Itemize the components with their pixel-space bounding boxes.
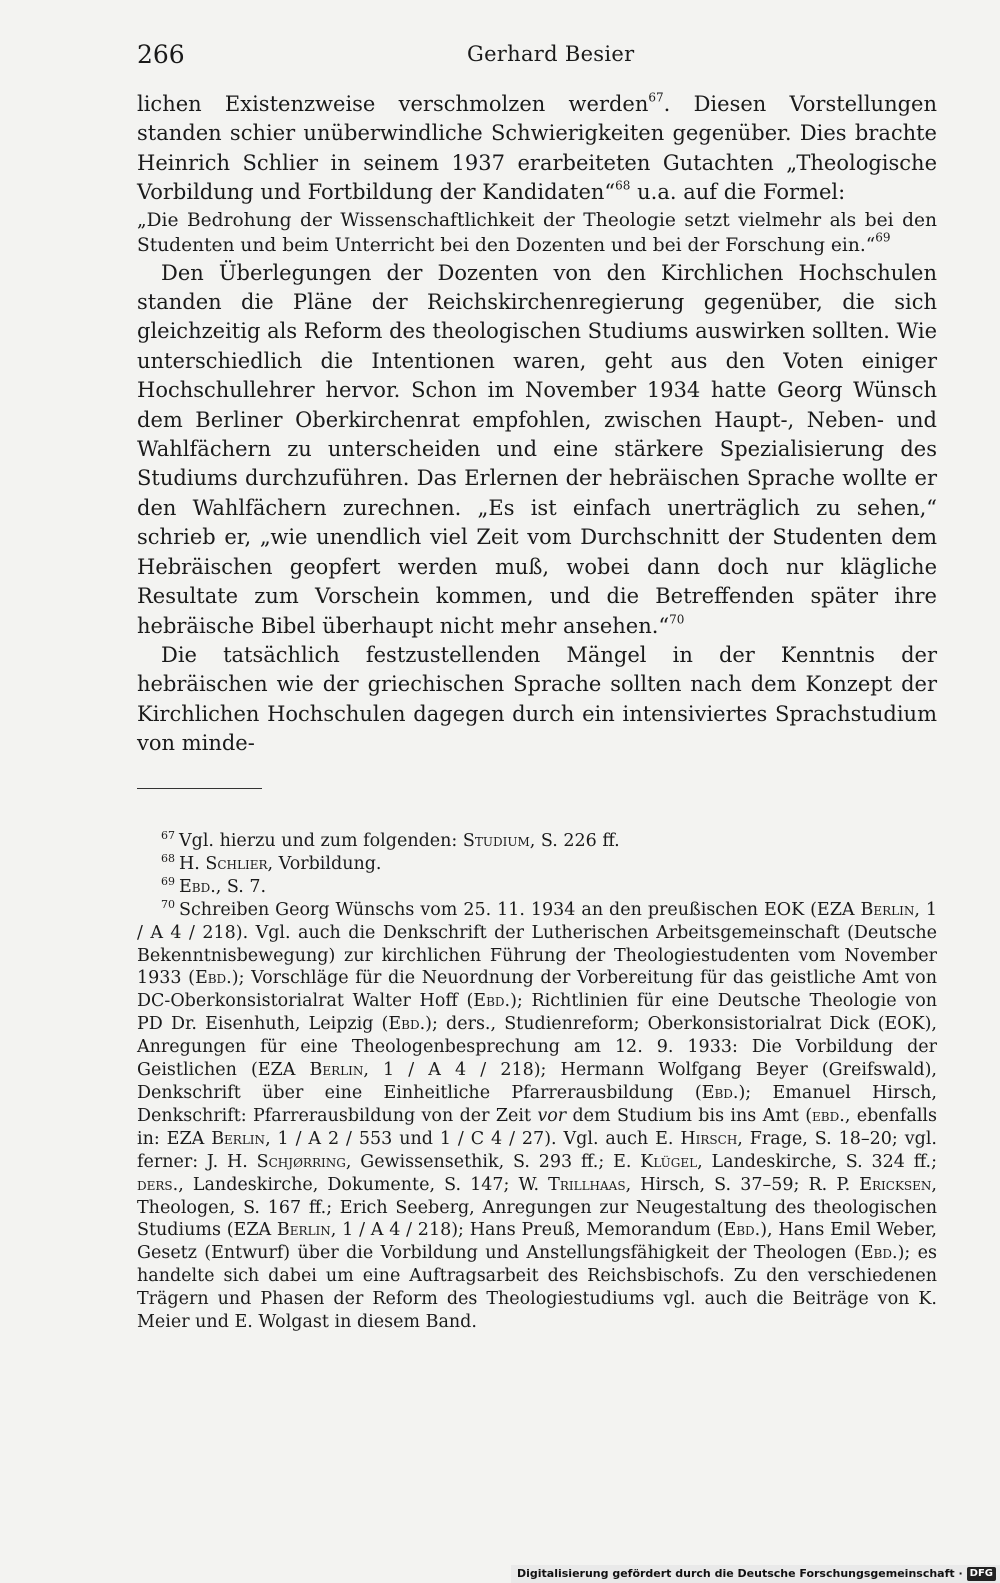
small-caps-ref: Berlin [309, 1060, 364, 1081]
small-caps-ref: Studium [462, 831, 530, 851]
small-caps-ref: Hirsch [680, 1128, 738, 1149]
small-caps-ref: ebd. [812, 1105, 845, 1126]
footnote-number: 70 [161, 898, 175, 912]
text-run: Den Überlegungen der Dozenten von den Kirchlichen Hochschulen standen die Pläne der Reichskirchenregierung gegenüber, die sich gleichzeitig als Reform des theologischen Studiums auswirken sollten. Wie unterschiedlich die Intentionen waren, geht aus den Voten einiger Hochschullehrer hervor. Schon im November 1934 hatte Georg Wünsch dem Berliner Oberkirchenrat empfohlen, zwischen Haupt-, Neben- und Wahlfächern zu unterscheiden und eine stärkere Spezialisierung des Studiums durchzuführen. Das Erlernen der hebräischen Sprache wollte er den Wahlfächern zurechnen. „Es ist einfach unerträglich zu sehen,“ schrieb er, „wie unendlich viel Zeit vom Durchschnitt der Studenten dem Hebräischen geopfert werden muß, wobei dann doch nur klägliche Resultate zum Vorschein kommen, und die Betreffenden später ihre hebräische Bibel überhaupt nicht mehr ansehen.“ [137, 260, 937, 638]
text-run: , 1 / A 4 / 218); Hans Preuß, Memorandum ( [330, 1220, 724, 1241]
small-caps-ref: Ebd. [723, 1220, 761, 1241]
text-run: dem Studium bis ins Amt ( [566, 1105, 813, 1126]
page-header [137, 40, 937, 74]
paragraph-3 [137, 641, 937, 759]
small-caps-ref: Schlier [205, 853, 268, 874]
digitization-footer [511, 1565, 1000, 1583]
text-run: , Theologen, S. 167 ff.; Erich Seeberg, Anregungen zur Neugestaltung des theologischen Studiums (EZA [137, 1174, 937, 1241]
footnote-number: 67 [161, 829, 175, 843]
small-caps-ref: Trillhaas [548, 1174, 626, 1195]
text-run: , Landeskirche, Dokumente, S. 147; W. [178, 1174, 549, 1195]
text-run: , Hirsch, S. 37–59; R. P. [625, 1174, 860, 1195]
text-run: , 1 / A 4 / 218). Vgl. auch die Denkschrift der Lutherischen Arbeitsgemeinschaft (Deutsche Bekenntnisbewegung) zur kirchlichen Führung der Theologiestudenten vom November 1933 ( [137, 899, 937, 989]
body-text [137, 90, 937, 759]
footnote-ref-68[interactable]: 68 [615, 178, 631, 193]
footnote-67 [137, 830, 937, 853]
small-caps-ref: Ebd. [388, 1014, 426, 1035]
text-run: ); es handelte sich dabei um eine Auftragsarbeit des Reichsbischofs. Zu den verschiedenen Trägern und Phasen der Reform des Theologiestudiums vgl. auch die Beiträge von K. Meier und E. Wolgast in diesem Band. [137, 1243, 937, 1333]
small-caps-ref: Ebd. [701, 1082, 739, 1103]
small-caps-ref: Schjørring [256, 1151, 346, 1172]
text-run: Schreiben Georg Wünschs vom 25. 11. 1934 an den preußischen EOK (EZA [179, 899, 861, 920]
text-run: ), Hans Emil Weber, Gesetz (Entwurf) über die Vorbildung und Anstellungsfähigkeit der Theologen ( [137, 1220, 937, 1264]
small-caps-ref: Berlin [211, 1128, 266, 1149]
small-caps-ref: Ebd. [194, 968, 232, 989]
footnote-number: 69 [161, 875, 175, 889]
text-run: , S. 7. [215, 876, 267, 897]
small-caps-ref: ders. [137, 1174, 179, 1195]
quote-text: „Die Bedrohung der Wissenschaftlichkeit der Theologie setzt vielmehr als bei den Studenten und beim Unterricht bei den Dozenten und bei der Forschung ein.“ [137, 209, 937, 257]
text-run: . Diesen Vorstellungen standen schier unüberwindliche Schwierigkeiten gegenüber. Dies brachte Heinrich Schlier in seinem 1937 erarbeiteten Gutachten „Theologische Vorbildung und Fortbildung der Kandidaten“ [137, 92, 937, 205]
small-caps-ref: Ebd. [860, 1243, 898, 1264]
text-run: ); Vorschläge für die Neuordnung der Vorbereitung für das geistliche Amt von DC-Oberkonsistorialrat Walter Hoff ( [137, 968, 937, 1012]
footnote-ref-69[interactable]: 69 [875, 230, 891, 245]
paragraph-1 [137, 90, 937, 208]
italic-word: vor [537, 1105, 567, 1126]
text-run: ); ders., Studienreform; Oberkonsistorialrat Dick (EOK), Anregungen für eine Theologenbesprechung am 12. 9. 1933: Die Vorbildung der Geistlichen (EZA [137, 1014, 937, 1081]
footer-text: Digitalisierung gefördert durch die Deutsche Forschungsgemeinschaft · [516, 1567, 963, 1580]
page-number: 266 [137, 40, 185, 69]
small-caps-ref: Berlin [860, 899, 915, 920]
text-run: , Landeskirche, S. 324 ff.; [697, 1151, 937, 1172]
text-run: Die tatsächlich festzustellenden Mängel in der Kenntnis der hebräischen wie der griechischen Sprache sollten nach dem Konzept der Kirchlichen Hochschulen dagegen durch ein intensiviertes Sprachstudium von minde- [137, 642, 937, 756]
small-caps-ref: Ebd. [473, 991, 511, 1012]
footnote-ref-70[interactable]: 70 [669, 611, 685, 626]
paragraph-2 [137, 259, 937, 641]
block-quote [137, 208, 937, 259]
small-caps-ref: Ebd. [179, 876, 216, 897]
dfg-logo: DFG [967, 1567, 996, 1581]
running-head: Gerhard Besier [467, 42, 635, 66]
text-run: , S. 226 ff. [529, 831, 620, 851]
footnote-number: 68 [161, 852, 175, 866]
text-run: H. [179, 853, 206, 874]
small-caps-ref: Klügel [640, 1151, 698, 1172]
text-run: , Gewissensethik, S. 293 ff.; E. [345, 1151, 641, 1172]
text-run: , Frage, S. 18–20; vgl. ferner: J. H. [137, 1128, 937, 1172]
small-caps-ref: Berlin [276, 1220, 331, 1241]
footnotes [137, 830, 937, 1334]
small-caps-ref: Ericksen [859, 1174, 932, 1195]
footnote-ref-67[interactable]: 67 [648, 90, 664, 105]
text-run: u.a. auf die Formel: [630, 180, 846, 205]
text-run: , ebenfalls in: EZA [137, 1105, 937, 1149]
text-run: ); Richtlinien für eine Deutsche Theologie von PD Dr. Eisenhuth, Leipzig ( [137, 991, 938, 1035]
footnote-separator [137, 788, 262, 789]
footnote-69 [137, 876, 937, 899]
text-run: , 1 / A 2 / 553 und 1 / C 4 / 27). Vgl. auch E. [265, 1128, 681, 1149]
text-run: Vgl. hierzu und zum folgenden: [179, 831, 463, 851]
text-run: lichen Existenzweise verschmolzen werden [137, 92, 649, 116]
footnote-70 [137, 899, 937, 1334]
text-run: , Vorbildung. [267, 853, 382, 874]
text-run: , 1 / A 4 / 218); Hermann Wolfgang Beyer (Greifswald), Denkschrift über eine Einheitliche Pfarrerausbildung ( [137, 1060, 937, 1103]
text-run: ); Emanuel Hirsch, Denkschrift: Pfarrerausbildung von der Zeit [137, 1082, 937, 1126]
footnote-68 [137, 853, 937, 876]
